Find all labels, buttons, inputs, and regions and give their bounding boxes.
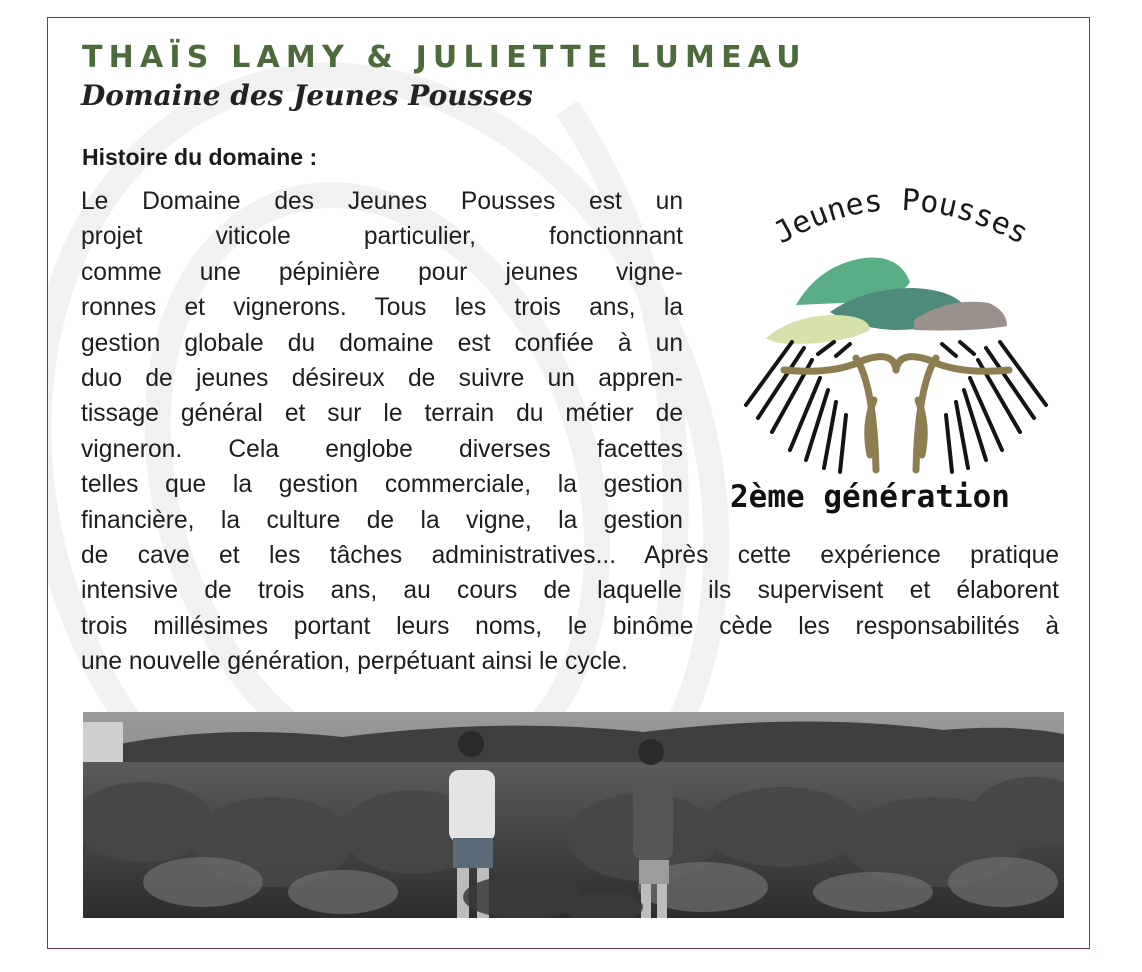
paragraph-line: telles que la gestion commerciale, la gestion bbox=[81, 471, 683, 499]
paragraph-line: de cave et les tâches administratives... Après cette expérience pratique bbox=[81, 542, 1059, 570]
vineyard-photo bbox=[83, 712, 1064, 918]
page-frame bbox=[47, 17, 1090, 949]
page-title: THAÏS LAMY & JULIETTE LUMEAU bbox=[82, 40, 807, 75]
paragraph-line: projet viticole particulier, fonctionnant bbox=[81, 223, 683, 251]
domain-subtitle: Domaine des Jeunes Pousses bbox=[81, 79, 533, 112]
paragraph-line: Le Domaine des Jeunes Pousses est un bbox=[81, 188, 683, 215]
jeunes-pousses-logo bbox=[724, 170, 1069, 520]
section-heading: Histoire du domaine : bbox=[82, 144, 318, 170]
paragraph-line: une nouvelle génération, perpétuant ainsi le cycle. bbox=[81, 648, 628, 676]
paragraph-line: financière, la culture de la vigne, la gestion bbox=[81, 506, 683, 534]
paragraph-line: ronnes et vignerons. Tous les trois ans, la bbox=[81, 294, 683, 322]
paragraph-line: tissage général et sur le terrain du métier de bbox=[81, 400, 683, 428]
paragraph-line: comme une pépinière pour jeunes vigne- bbox=[81, 258, 683, 286]
hills-icon bbox=[766, 258, 1007, 345]
paragraph-line: trois millésimes portant leurs noms, le binôme cède les responsabilités à bbox=[81, 612, 1059, 640]
logo-arc-text: Jeunes Pousses bbox=[768, 182, 1034, 252]
paragraph-line: gestion globale du domaine est confiée à un bbox=[81, 329, 683, 357]
paragraph-line: duo de jeunes désireux de suivre un appren- bbox=[81, 365, 683, 393]
paragraph-line: intensive de trois ans, au cours de laquelle ils supervisent et élaborent bbox=[81, 577, 1059, 605]
logo-caption: 2ème génération bbox=[730, 479, 1010, 515]
paragraph-line: vigneron. Cela englobe diverses facettes bbox=[81, 435, 683, 463]
